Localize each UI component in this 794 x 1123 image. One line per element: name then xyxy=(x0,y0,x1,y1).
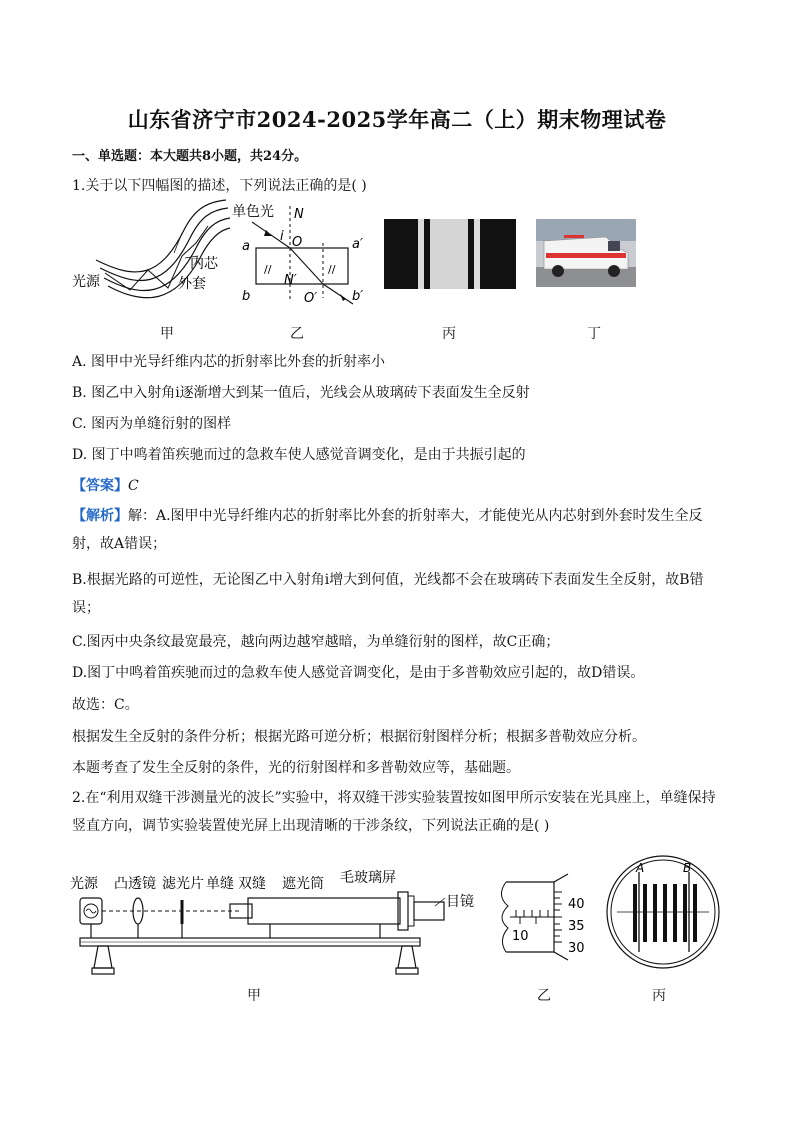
q1-caption-yi: 乙 xyxy=(290,326,304,342)
analysis-line-b: B.根据光路的可逆性，无论图乙中入射角i增大到何值，光线都不会在玻璃砖下表面发生全反射，故B错误； xyxy=(72,572,704,616)
svg-text://: // xyxy=(328,263,336,276)
diffraction-pattern xyxy=(384,219,516,289)
label-eyepiece: 目镜 xyxy=(446,894,474,910)
label-filter: 滤光片 xyxy=(162,876,204,892)
fringe-view-figure xyxy=(603,852,723,972)
glass-slab-figure xyxy=(228,198,373,308)
fringe-label-b: B xyxy=(683,861,692,875)
analysis-tag: 【解析】 xyxy=(72,508,128,524)
q1-answer xyxy=(72,476,139,496)
q2-caption-jia: 甲 xyxy=(247,988,261,1004)
q1-option-d: D. 图丁中鸣着笛疾驰而过的急救车使人感觉音调变化，是由于共振引起的 xyxy=(72,447,526,463)
svg-text://: // xyxy=(264,263,272,276)
fiber-source-label: 光源 xyxy=(72,274,100,290)
analysis-line-d: D.图丁中鸣着笛疾驰而过的急救车使人感觉音调变化，是由于多普勒效应引起的，故D错误。 xyxy=(72,665,645,681)
label-double-slit: 双缝 xyxy=(238,876,266,892)
q1-analysis xyxy=(72,502,722,558)
point-o-prime-label: O′ xyxy=(304,291,318,306)
analysis-line-c: C.图丙中央条纹最宽最亮，越向两边越窄越暗，为单缝衍射的图样，故C正确； xyxy=(72,634,560,650)
q1-option-b: B. 图乙中入射角i逐渐增大到某一值后，光线会从玻璃砖下表面发生全反射 xyxy=(72,385,530,401)
corner-b-label: b xyxy=(242,289,251,304)
point-o-label: O xyxy=(292,235,303,250)
fiber-figure xyxy=(70,198,230,303)
analysis-summary: 本题考查了发生全反射的条件，光的衍射图样和多普勒效应等，基础题。 xyxy=(72,760,520,776)
q1-stem: 1.关于以下四幅图的描述，下列说法正确的是( ) xyxy=(72,178,367,194)
micrometer-tick-30: 30 xyxy=(568,941,585,956)
ambulance-photo xyxy=(536,219,636,287)
micrometer-figure xyxy=(496,872,596,962)
answer-tag: 【答案】 xyxy=(72,478,128,494)
corner-a-label: a xyxy=(242,239,250,254)
micrometer-tick-35: 35 xyxy=(568,919,585,934)
mono-light-label: 单色光 xyxy=(232,204,274,220)
label-convex-lens: 凸透镜 xyxy=(114,876,156,892)
analysis-first: 解：A.图甲中光导纤维内芯的折射率比外套的折射率大，才能使光从内芯射到外套时发生全反射，故A错误； xyxy=(72,508,703,552)
analysis-conclusion: 故选：C。 xyxy=(72,697,139,713)
fringe-label-a: A xyxy=(636,861,645,875)
q1-caption-jia: 甲 xyxy=(160,326,174,342)
q2-caption-yi: 乙 xyxy=(537,988,551,1004)
label-ground-glass: 毛玻璃屏 xyxy=(340,870,396,886)
angle-i-label: i xyxy=(280,229,284,244)
normal-n-label: N xyxy=(294,207,304,222)
q2-stem: 2.在“利用双缝干涉测量光的波长”实验中，将双缝干涉实验装置按如图甲所示安装在光具座上，单缝保持竖直方向，调节实验装置使光屏上出现清晰的干涉条纹，下列说法正确的是( ) xyxy=(72,790,716,834)
label-light-source: 光源 xyxy=(70,876,98,892)
page-title: 山东省济宁市2024-2025学年高二（上）期末物理试卷 xyxy=(127,107,667,132)
answer-value: C xyxy=(128,478,139,494)
analysis-method: 根据发生全反射的条件分析；根据光路可逆分析；根据衍射图样分析；根据多普勒效应分析。 xyxy=(72,729,646,745)
corner-b-prime-label: b′ xyxy=(352,289,364,304)
label-single-slit: 单缝 xyxy=(206,876,234,892)
q1-caption-ding: 丁 xyxy=(587,326,601,342)
q1-option-c: C. 图丙为单缝衍射的图样 xyxy=(72,416,232,432)
q1-option-a: A. 图甲中光导纤维内芯的折射率比外套的折射率小 xyxy=(72,354,386,370)
apparatus-figure xyxy=(70,868,480,983)
micrometer-main-10: 10 xyxy=(512,929,529,944)
section-heading: 一、单选题：本大题共8小题，共24分。 xyxy=(72,149,308,164)
normal-n-prime-label: N′ xyxy=(284,273,297,288)
q1-caption-bing: 丙 xyxy=(442,326,456,342)
corner-a-prime-label: a′ xyxy=(352,237,363,252)
micrometer-tick-40: 40 xyxy=(568,897,585,912)
label-light-tube: 遮光筒 xyxy=(282,876,324,892)
fiber-core-label: 内芯 xyxy=(190,256,218,272)
q2-caption-bing: 丙 xyxy=(652,988,666,1004)
fiber-cladding-label: 外套 xyxy=(178,276,206,292)
